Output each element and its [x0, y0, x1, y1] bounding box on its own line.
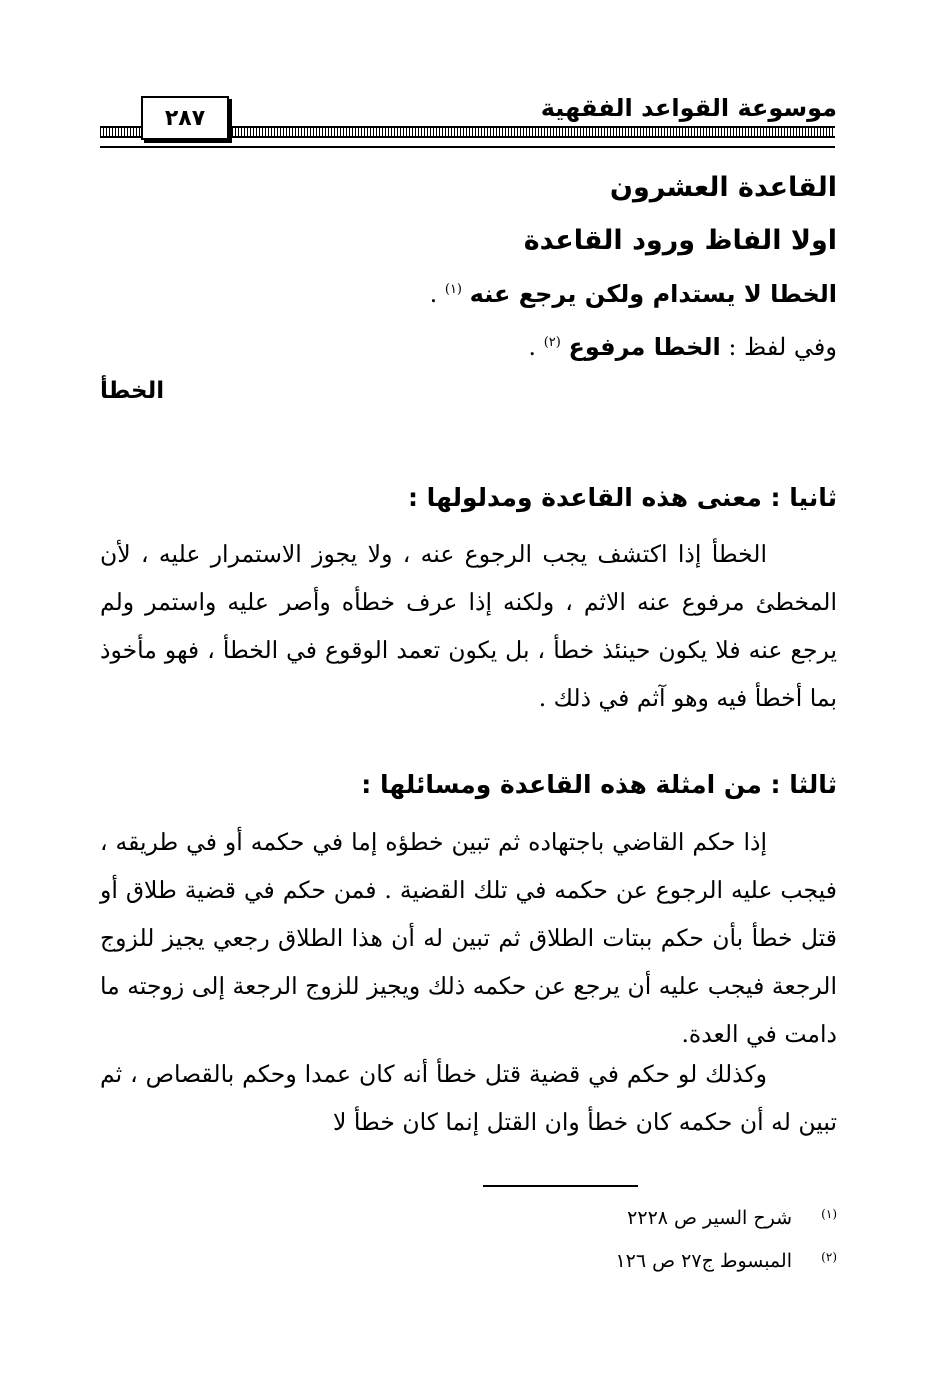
book-title: موسوعة القواعد الفقهية — [540, 94, 837, 122]
rule-statement-line — [430, 280, 837, 308]
variant-prefix: وفي لفظ : — [728, 333, 837, 361]
footnote-1-text: شرح السير ص ٢٢٢٨ — [627, 1207, 792, 1229]
footnote-1-number: (١) — [821, 1207, 837, 1221]
footnote-2 — [537, 1250, 837, 1272]
footnote-2-number: (٢) — [821, 1250, 837, 1264]
section3-paragraph-2: وكذلك لو حكم في قضية قتل خطأ أنه كان عمدا وحكم بالقصاص ، ثم تبين له أن حكمه كان خطأ وان القتل إنما كان خطأ لا — [100, 1060, 837, 1136]
rule-variant: الخطا مرفوع — [568, 333, 721, 361]
header-rule — [100, 146, 835, 148]
section2-paragraph: الخطأ إذا اكتشف يجب الرجوع عنه ، ولا يجوز الاستمرار عليه ، لأن المخطئ مرفوع عنه الاثم ، ولكنه إذا عرف خطأه وأصر عليه واستمر ولم يرجع عنه فلا يكون حينئذ خطأ ، بل يكون تعمد الوقوع في الخطأ ، فهو مأخوذ بما أخطأ فيه وهو آثم في ذلك . — [100, 540, 837, 712]
footnote-rule — [483, 1185, 638, 1187]
variant-end: . — [528, 333, 537, 361]
keyword-label: الخطأ — [100, 378, 165, 404]
footnote-1 — [537, 1207, 837, 1229]
section3-paragraph-1: إذا حكم القاضي باجتهاده ثم تبين خطؤه إما في حكمه أو في طريقه ، فيجب عليه الرجوع عن حكمه في تلك القضية . فمن حكم في قضية طلاق أو قتل خطأ بأن حكم ببتات الطلاق ثم تبين له أن هذا الطلاق رجعي يجيز للزوج الرجعة فيجب عليه أن يرجع عن حكمه ذلك ويجيز للزوج الرجعة إلى زوجته ما دامت في العدة. — [100, 828, 837, 1048]
footnote-2-text: المبسوط ج٢٧ ص ١٢٦ — [615, 1250, 792, 1272]
section3-heading: ثالثا : من امثلة هذه القاعدة ومسائلها : — [361, 770, 837, 799]
footnote-ref-2: (٢) — [543, 335, 561, 350]
section1-heading: اولا الفاظ ورود القاعدة — [523, 225, 837, 256]
rule-statement: الخطا لا يستدام ولكن يرجع عنه — [469, 280, 837, 308]
statement-end: . — [429, 280, 438, 308]
section2-heading: ثانيا : معنى هذه القاعدة ومدلولها : — [407, 483, 837, 512]
footnote-ref-1: (١) — [444, 282, 462, 297]
page-number: ٢٨٧ — [141, 96, 229, 140]
rule-title: القاعدة العشرون — [609, 172, 837, 203]
rule-variant-line — [528, 333, 837, 361]
